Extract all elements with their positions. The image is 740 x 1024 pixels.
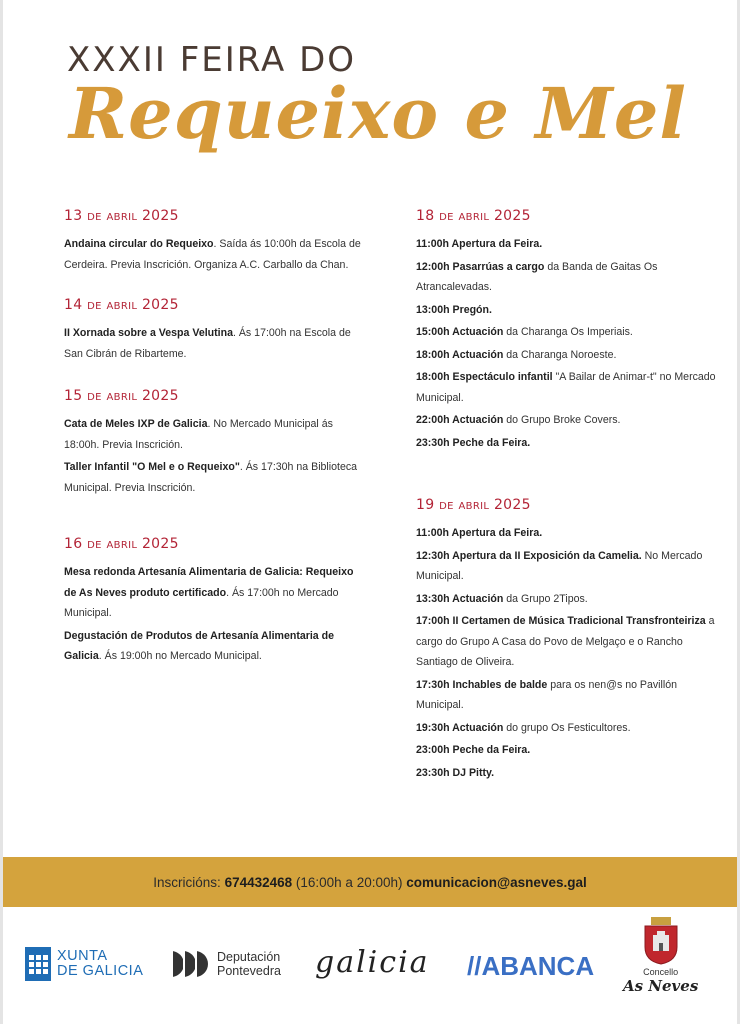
event-details: "A Bailar de Animar-t" no Mercado Municipal. <box>416 371 716 404</box>
event-item <box>416 322 716 343</box>
event-item <box>416 546 716 587</box>
concello-name: As Neves <box>623 977 699 995</box>
event-title: 12:30h Apertura da II Exposición da Camelia. <box>416 549 642 562</box>
event-title: Mesa redonda Artesanía Alimentaria de Galicia: Requeixo de As Neves produto certificado <box>64 566 354 599</box>
day-date: 13 de abril 2025 <box>64 208 179 224</box>
registration-banner <box>3 857 737 907</box>
registration-email[interactable]: comunicacion@asneves.gal <box>406 874 587 890</box>
event-details: . Ás 17:00h na Escola de San Cibrán de Ribarteme. <box>64 327 351 360</box>
event-item <box>416 234 716 255</box>
event-details: do Grupo Broke Covers. <box>503 414 621 426</box>
coat-of-arms-icon <box>643 917 679 965</box>
event-title: 17:00h II Certamen de Música Tradicional Transfronteiriza <box>416 615 706 627</box>
concello-as-neves-logo <box>623 917 698 995</box>
event-item <box>64 457 364 498</box>
event-title: 13:30h Actuación <box>416 592 504 605</box>
event-title: 13:00h Pregón. <box>416 303 492 316</box>
event-item <box>416 523 716 544</box>
xunta-line2: DE GALICIA <box>57 963 144 979</box>
event-title: 22:00h Actuación <box>416 414 504 426</box>
event-item <box>64 414 364 455</box>
day-section <box>64 388 364 498</box>
event-item <box>416 345 716 366</box>
program-left-column <box>64 208 364 669</box>
event-item <box>416 718 716 739</box>
event-details: No Mercado Municipal. <box>416 549 703 582</box>
event-title: 23:30h Peche da Feira. <box>416 436 531 449</box>
event-details: . Ás 19:00h no Mercado Municipal. <box>98 650 262 662</box>
event-title: 18:00h Espectáculo infantil <box>416 371 553 383</box>
sponsor-logos <box>3 907 737 1024</box>
event-item <box>64 626 364 667</box>
day-date: 19 de abril 2025 <box>416 497 531 513</box>
concello-label: Concello <box>643 967 679 977</box>
event-title: 18:00h Actuación <box>416 348 504 361</box>
event-title: 11:00h Apertura da Feira. <box>416 238 543 250</box>
event-details: . Ás 17:30h na Biblioteca Municipal. Previa Inscrición. <box>64 461 358 494</box>
event-details: da Charanga Os Imperiais. <box>503 326 633 338</box>
day-section <box>64 297 364 364</box>
day-section <box>64 208 364 275</box>
galicia-logo: galicia <box>315 945 430 980</box>
day-section <box>416 208 716 453</box>
event-item <box>416 763 716 784</box>
event-details: . Ás 17:00h no Mercado Municipal. <box>64 586 339 619</box>
day-date: 15 de abril 2025 <box>64 388 179 404</box>
event-title: 19:30h Actuación <box>416 721 504 734</box>
deputacion-logo <box>171 949 281 979</box>
day-section <box>64 536 364 667</box>
event-item <box>416 433 716 454</box>
event-title: 12:00h Pasarrúas a cargo <box>416 260 545 273</box>
event-details: do grupo Os Festicultores. <box>503 721 631 734</box>
deputacion-emblem-icon <box>171 949 207 979</box>
event-title: 23:00h Peche da Feira. <box>416 744 531 756</box>
deputacion-line2: Pontevedra <box>217 964 281 978</box>
event-title: II Xornada sobre a Vespa Velutina <box>64 327 233 339</box>
event-item <box>64 562 364 624</box>
program-right-column <box>416 208 716 785</box>
event-title: 11:00h Apertura da Feira. <box>416 527 543 539</box>
event-item <box>416 410 716 431</box>
event-item <box>416 257 716 298</box>
event-item <box>416 611 716 673</box>
event-item <box>64 323 364 364</box>
registration-hours: (16:00h a 20:00h) <box>292 874 407 890</box>
day-date: 18 de abril 2025 <box>416 208 531 224</box>
event-details: da Banda de Gaitas Os Atrancalevadas. <box>416 260 658 293</box>
day-date: 14 de abril 2025 <box>64 297 179 313</box>
xunta-logo <box>25 947 143 981</box>
event-item <box>416 589 716 610</box>
event-title: 23:30h DJ Pitty. <box>416 766 495 779</box>
event-title: Andaina circular do Requeixo <box>64 238 214 250</box>
event-item <box>416 740 716 761</box>
event-title: Taller Infantil "O Mel e o Requeixo" <box>64 461 240 473</box>
event-details: a cargo do Grupo A Casa do Povo de Melgaço e o Rancho Santiago de Oliveira. <box>416 615 715 668</box>
event-item <box>416 300 716 321</box>
day-date: 16 de abril 2025 <box>64 536 179 552</box>
event-details: . No Mercado Municipal ás 18:00h. Previa Inscrición. <box>64 418 333 451</box>
xunta-line1: XUNTA <box>57 948 108 964</box>
event-item <box>416 367 716 408</box>
event-title: Cata de Meles IXP de Galicia <box>64 418 208 430</box>
event-title: 15:00h Actuación <box>416 326 504 338</box>
event-details: da Charanga Noroeste. <box>503 348 617 361</box>
event-item <box>64 234 364 275</box>
event-item <box>416 675 716 716</box>
registration-phone[interactable]: 674432468 <box>224 874 293 890</box>
poster-title-script: Requeixo e Mel <box>69 72 687 155</box>
abanca-logo: //ABANCA <box>467 951 595 981</box>
xunta-emblem-icon <box>25 947 51 981</box>
event-details: da Grupo 2Tipos. <box>503 592 588 605</box>
event-title: Degustación de Produtos de Artesanía Alimentaria de Galicia <box>64 629 335 662</box>
registration-label: Inscricións: <box>153 874 221 890</box>
deputacion-line1: Deputación <box>217 950 281 964</box>
day-section <box>416 497 716 783</box>
event-title: 17:30h Inchables de balde <box>416 678 548 691</box>
event-details: . Saída ás 10:00h da Escola de Cerdeira. Previa Inscrición. Organiza A.C. Carballo da Chan. <box>64 238 361 271</box>
event-details: para os nen@s no Pavillón Municipal. <box>416 678 678 711</box>
poster-title-top: XXXII FEIRA DO <box>67 40 357 80</box>
